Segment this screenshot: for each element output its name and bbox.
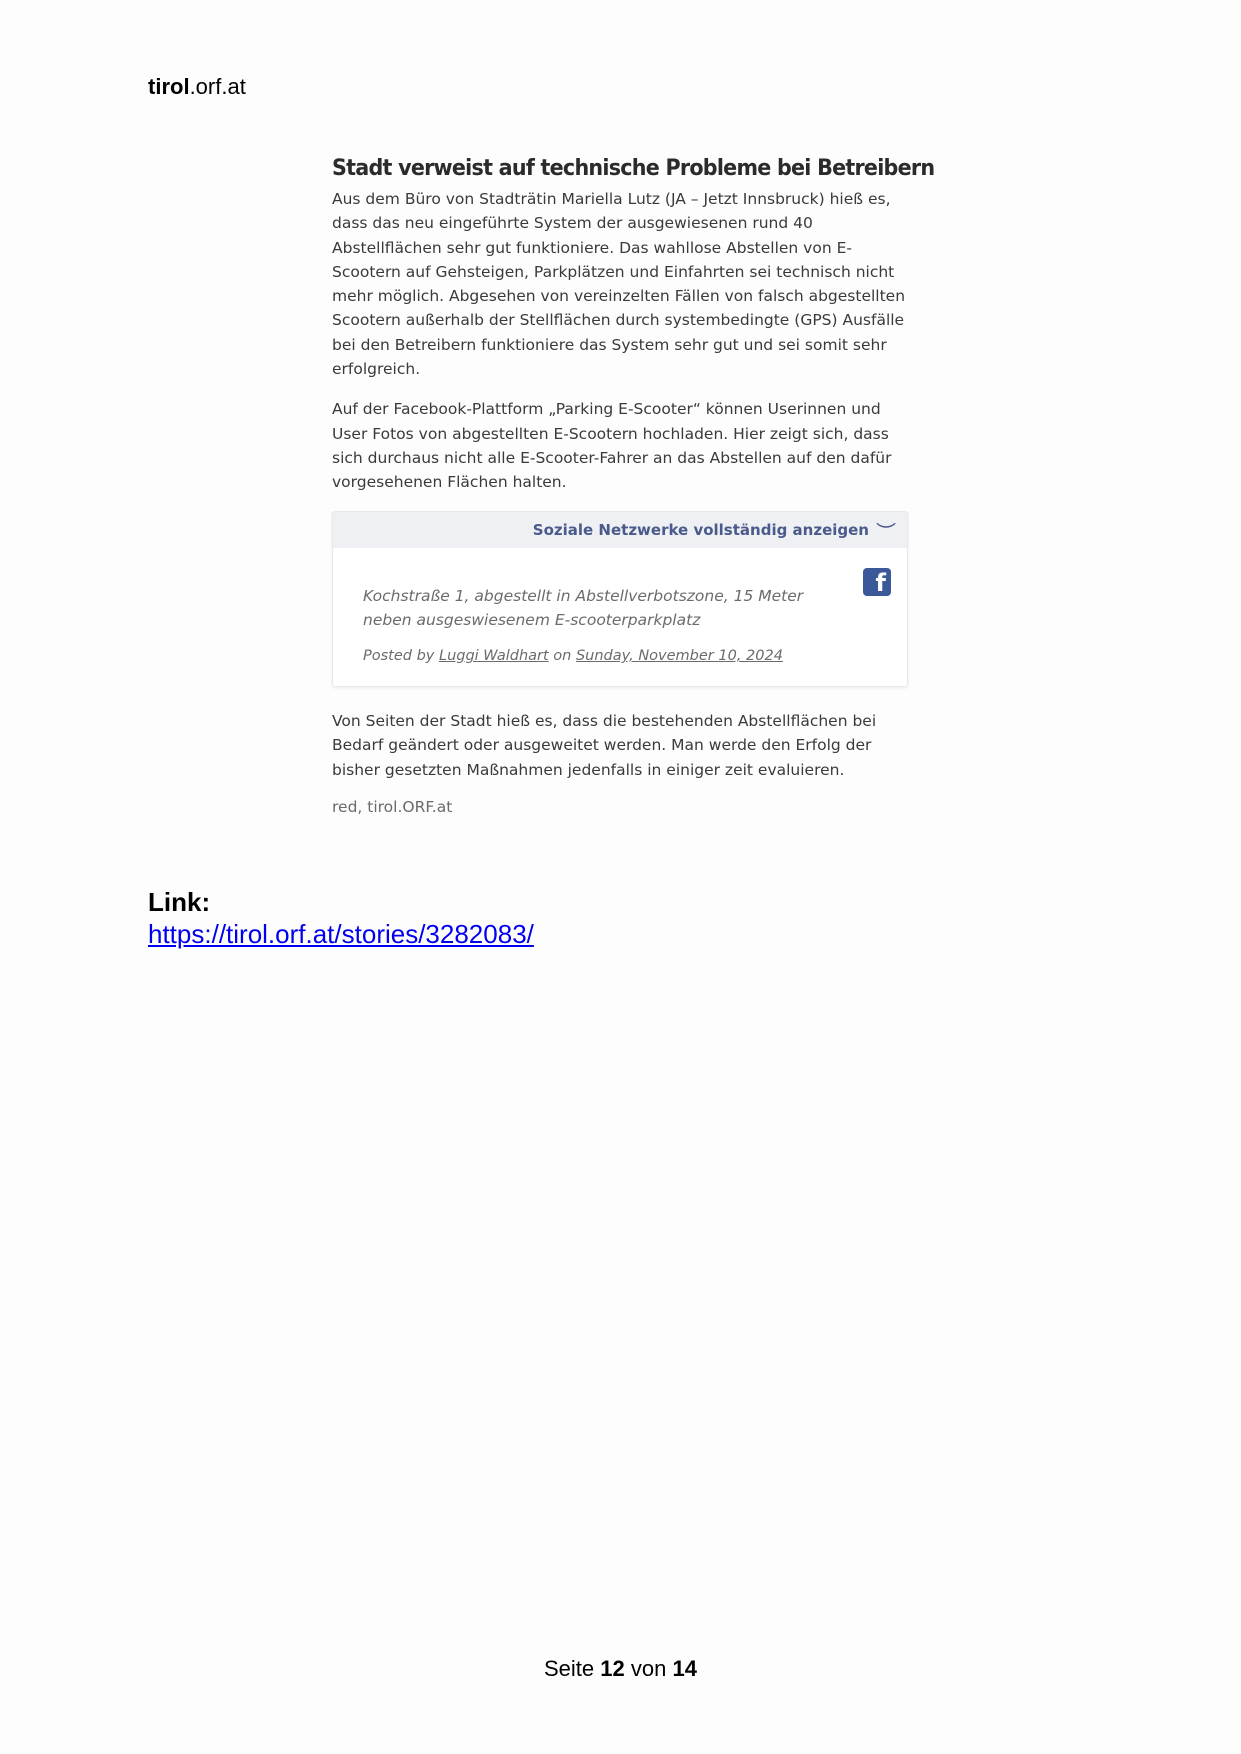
facebook-icon[interactable]: f xyxy=(863,568,891,596)
article-paragraph-1: Aus dem Büro von Stadträtin Mariella Lutz (JA – Jetzt Innsbruck) hieß es, dass das neu eingeführte System der ausgewiesenen rund 40 Abstellflächen sehr gut funktioniere. Das wahllose Abstellen von E-Scootern auf Gehsteigen, Parkplätzen und Einfahrten sei technisch nicht mehr möglich. Abgesehen von vereinzelten Fällen von falsch abgestellten Scootern außerhalb der Stellflächen durch systembedingte (GPS) Ausfälle bei den Betreibern funktioniere das System sehr gut und sei somit sehr erfolgreich. xyxy=(332,190,906,379)
article-heading: Stadt verweist auf technische Probleme bei Betreibern xyxy=(332,156,935,181)
chevron-down-icon: ︶ xyxy=(876,522,896,539)
story-link[interactable]: https://tirol.orf.at/stories/3282083/ xyxy=(148,919,534,949)
author-link[interactable]: Luggi Waldhart xyxy=(438,648,549,665)
posted-by-prefix: Posted by xyxy=(363,648,435,665)
footer-prefix: Seite xyxy=(544,1656,595,1681)
on-word: on xyxy=(553,648,572,665)
footer-middle: von xyxy=(630,1656,667,1681)
article-paragraph-2: Auf der Facebook-Plattform „Parking E-Scooter“ können Userinnen und User Fotos von abgestellten E-Scootern hochladen. Hier zeigt sich, dass sich durchaus nicht alle E-Scooter-Fahrer an das Abstellen auf den dafür vorgesehenen Flächen halten. xyxy=(332,400,892,492)
site-header xyxy=(148,74,246,100)
brand-bold: tirol xyxy=(148,74,190,99)
post-text: Kochstraße 1, abgestellt in Abstellverbotszone, 15 Meter neben ausgeswiesenem E-scooterparkplatz xyxy=(363,586,804,629)
social-embed xyxy=(332,511,908,688)
brand-rest: .orf.at xyxy=(189,74,246,99)
article-source: red, tirol.ORF.at xyxy=(332,798,453,817)
show-social-networks-button[interactable] xyxy=(333,512,907,548)
post-meta xyxy=(363,648,817,664)
show-social-networks-label: Soziale Netzwerke vollständig anzeigen xyxy=(532,520,869,539)
total-pages: 14 xyxy=(672,1656,697,1681)
date-link[interactable]: Sunday, November 10, 2024 xyxy=(575,648,783,665)
link-block xyxy=(148,886,534,950)
facebook-post xyxy=(333,548,907,687)
link-label: Link: xyxy=(148,887,211,917)
article-screenshot xyxy=(332,156,935,817)
article-paragraph-3: Von Seiten der Stadt hieß es, dass die bestehenden Abstellflächen bei Bedarf geändert oder ausgeweitet werden. Man werde den Erfolg der bisher gesetzten Maßnahmen jedenfalls in einiger zeit evaluieren. xyxy=(332,712,877,779)
page-footer xyxy=(0,1656,1241,1682)
current-page: 12 xyxy=(600,1656,625,1681)
